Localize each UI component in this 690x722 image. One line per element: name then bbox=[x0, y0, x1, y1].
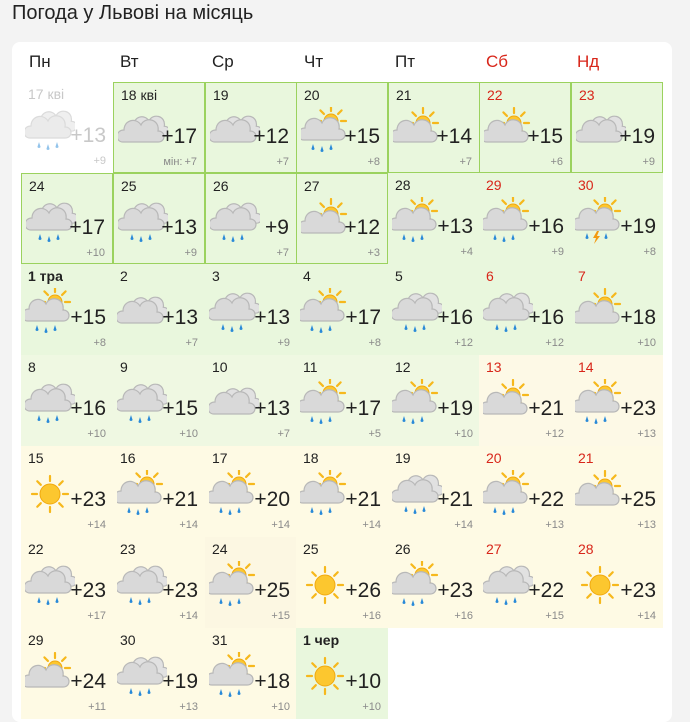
day-cell[interactable] bbox=[113, 446, 205, 537]
min-value: +9 bbox=[184, 247, 197, 259]
sun-cloud-icon bbox=[575, 470, 625, 520]
day-date: 8 bbox=[28, 359, 36, 375]
day-date: 20 bbox=[304, 87, 320, 103]
day-cell[interactable] bbox=[296, 446, 388, 537]
day-date: 6 bbox=[486, 268, 494, 284]
day-temp-max: +21 bbox=[528, 397, 564, 420]
min-value: +14 bbox=[179, 610, 198, 622]
day-temp-max: +22 bbox=[528, 488, 564, 511]
day-date: 7 bbox=[578, 268, 586, 284]
sun-cloud-rain-icon bbox=[300, 470, 350, 520]
day-cell[interactable] bbox=[205, 82, 297, 173]
day-temp-min bbox=[368, 428, 381, 441]
day-cell[interactable] bbox=[21, 446, 113, 537]
day-temp-max: +23 bbox=[70, 488, 106, 511]
day-cell[interactable] bbox=[205, 264, 297, 355]
min-value: +13 bbox=[637, 519, 656, 531]
day-date: 30 bbox=[120, 632, 136, 648]
min-value: +7 bbox=[276, 156, 289, 168]
weekday-0: Пн bbox=[29, 52, 51, 71]
day-date: 25 bbox=[121, 178, 137, 194]
day-temp-min bbox=[362, 701, 381, 714]
day-temp-min bbox=[454, 337, 473, 350]
day-temp-max: +10 bbox=[345, 670, 381, 693]
min-value: +16 bbox=[454, 610, 473, 622]
min-value: +4 bbox=[460, 246, 473, 258]
day-temp-max: +20 bbox=[254, 488, 290, 511]
day-cell[interactable] bbox=[296, 82, 388, 173]
day-temp-max: +22 bbox=[528, 579, 564, 602]
day-temp-max: +26 bbox=[345, 579, 381, 602]
min-value: +14 bbox=[362, 519, 381, 531]
day-date: 29 bbox=[28, 632, 44, 648]
day-temp-max: +16 bbox=[528, 306, 564, 329]
day-cell[interactable] bbox=[21, 355, 113, 446]
day-date: 31 bbox=[212, 632, 228, 648]
day-temp-max: +24 bbox=[70, 670, 106, 693]
min-value: +5 bbox=[368, 428, 381, 440]
day-temp-min bbox=[362, 610, 381, 623]
day-temp-max: +13 bbox=[254, 306, 290, 329]
day-date: 27 bbox=[486, 541, 502, 557]
day-temp-max: +17 bbox=[69, 216, 105, 239]
day-temp-min bbox=[454, 428, 473, 441]
min-value: +14 bbox=[87, 519, 106, 531]
min-value: +12 bbox=[545, 428, 564, 440]
day-date: 1 чер bbox=[303, 632, 340, 648]
day-temp-min bbox=[454, 610, 473, 623]
rain-cloud-icon bbox=[117, 561, 167, 611]
day-date: 28 bbox=[395, 177, 411, 193]
min-value: +15 bbox=[545, 610, 564, 622]
cloud-icon bbox=[117, 288, 167, 338]
day-cell[interactable] bbox=[571, 82, 663, 173]
day-cell[interactable] bbox=[571, 264, 663, 355]
day-temp-max: +9 bbox=[265, 216, 289, 239]
day-temp-min bbox=[637, 610, 656, 623]
day-temp-min bbox=[271, 610, 290, 623]
sun-cloud-icon bbox=[25, 652, 75, 702]
page-title: Погода у Львові на місяць bbox=[12, 2, 254, 24]
day-date: 23 bbox=[120, 541, 136, 557]
sun-icon bbox=[300, 561, 350, 611]
min-value: +16 bbox=[362, 610, 381, 622]
min-value: +14 bbox=[454, 519, 473, 531]
day-temp-max: +15 bbox=[344, 125, 380, 148]
day-temp-min bbox=[87, 610, 106, 623]
rain-cloud-icon bbox=[25, 379, 75, 429]
day-cell[interactable] bbox=[479, 537, 571, 628]
min-value: +10 bbox=[362, 701, 381, 713]
day-date: 20 bbox=[486, 450, 502, 466]
day-temp-min bbox=[86, 247, 105, 260]
min-value: +13 bbox=[545, 519, 564, 531]
sun-cloud-rain-icon bbox=[392, 561, 442, 611]
min-value: +14 bbox=[637, 610, 656, 622]
day-temp-min bbox=[185, 337, 198, 350]
day-date: 12 bbox=[395, 359, 411, 375]
rain-cloud-icon bbox=[210, 198, 260, 248]
rain-cloud-icon bbox=[117, 379, 167, 429]
day-temp-min bbox=[277, 428, 290, 441]
day-temp-min bbox=[637, 337, 656, 350]
min-value: +10 bbox=[86, 247, 105, 259]
rain-cloud-icon bbox=[117, 652, 167, 702]
day-temp-max: +19 bbox=[162, 670, 198, 693]
day-temp-max: +21 bbox=[345, 488, 381, 511]
rain-cloud-icon bbox=[483, 561, 533, 611]
day-cell[interactable] bbox=[296, 537, 388, 628]
day-cell[interactable] bbox=[113, 628, 205, 719]
sun-icon bbox=[25, 470, 75, 520]
weekday-6: Нд bbox=[577, 52, 600, 71]
day-cell[interactable] bbox=[205, 355, 297, 446]
min-value: +3 bbox=[367, 247, 380, 259]
sun-storm-icon bbox=[575, 197, 625, 247]
min-value: +10 bbox=[271, 701, 290, 713]
day-cell[interactable] bbox=[113, 82, 205, 173]
min-value: +6 bbox=[550, 156, 563, 168]
day-temp-min bbox=[184, 247, 197, 260]
day-temp-max: +12 bbox=[344, 216, 380, 239]
min-value: +17 bbox=[87, 610, 106, 622]
day-cell[interactable] bbox=[21, 264, 113, 355]
day-cell[interactable] bbox=[479, 446, 571, 537]
day-temp-min bbox=[277, 337, 290, 350]
day-cell[interactable] bbox=[479, 355, 571, 446]
day-cell[interactable] bbox=[113, 264, 205, 355]
day-cell[interactable] bbox=[388, 355, 480, 446]
day-temp-min bbox=[276, 156, 289, 169]
min-value: +7 bbox=[276, 247, 289, 259]
sun-cloud-rain-icon bbox=[300, 379, 350, 429]
min-value: +7 bbox=[184, 156, 197, 168]
day-date: 1 тра bbox=[28, 268, 63, 284]
day-temp-min bbox=[643, 246, 656, 259]
day-temp-max: +14 bbox=[436, 125, 472, 148]
day-date: 11 bbox=[303, 359, 318, 375]
sun-cloud-rain-icon bbox=[392, 379, 442, 429]
day-date: 14 bbox=[578, 359, 594, 375]
day-temp-max: +18 bbox=[254, 670, 290, 693]
min-value: +9 bbox=[551, 246, 564, 258]
sun-cloud-rain-icon bbox=[209, 652, 259, 702]
day-temp-min bbox=[545, 519, 564, 532]
min-value: +12 bbox=[545, 337, 564, 349]
sun-cloud-rain-icon bbox=[300, 288, 350, 338]
day-date: 15 bbox=[28, 450, 44, 466]
min-value: +7 bbox=[459, 156, 472, 168]
day-temp-max: +13 bbox=[162, 306, 198, 329]
day-cell[interactable] bbox=[388, 173, 480, 264]
sun-cloud-rain-icon bbox=[209, 561, 259, 611]
cloud-icon bbox=[209, 379, 259, 429]
day-temp-max: +12 bbox=[253, 125, 289, 148]
day-date: 26 bbox=[213, 178, 229, 194]
sun-cloud-icon bbox=[575, 288, 625, 338]
day-cell[interactable] bbox=[21, 628, 113, 719]
sun-cloud-rain-icon bbox=[483, 470, 533, 520]
day-date: 24 bbox=[29, 178, 45, 194]
day-date: 21 bbox=[578, 450, 594, 466]
min-value: +10 bbox=[454, 428, 473, 440]
min-value: +10 bbox=[179, 428, 198, 440]
day-temp-max: +23 bbox=[620, 579, 656, 602]
sun-cloud-rain-icon bbox=[209, 470, 259, 520]
day-temp-min bbox=[642, 156, 655, 169]
day-temp-min bbox=[545, 337, 564, 350]
min-value: +14 bbox=[179, 519, 198, 531]
day-date: 9 bbox=[120, 359, 128, 375]
day-temp-max: +25 bbox=[620, 488, 656, 511]
day-date: 26 bbox=[395, 541, 411, 557]
day-temp-min bbox=[362, 519, 381, 532]
weekday-2: Ср bbox=[212, 52, 234, 71]
min-label: мін: bbox=[163, 156, 183, 168]
day-temp-min bbox=[93, 155, 106, 168]
day-cell[interactable] bbox=[205, 173, 297, 264]
min-value: +14 bbox=[271, 519, 290, 531]
day-temp-max: +19 bbox=[619, 125, 655, 148]
day-temp-max: +15 bbox=[162, 397, 198, 420]
sun-cloud-icon bbox=[483, 379, 533, 429]
min-value: +8 bbox=[368, 337, 381, 349]
day-cell[interactable] bbox=[388, 264, 480, 355]
day-temp-min bbox=[460, 246, 473, 259]
sun-cloud-rain-icon bbox=[25, 288, 75, 338]
weekday-3: Чт bbox=[304, 52, 324, 71]
day-date: 19 bbox=[395, 450, 411, 466]
day-cell[interactable] bbox=[479, 264, 571, 355]
day-temp-min bbox=[271, 701, 290, 714]
min-value: +9 bbox=[93, 155, 106, 167]
day-cell[interactable] bbox=[479, 173, 571, 264]
day-cell[interactable] bbox=[205, 628, 297, 719]
day-temp-max: +23 bbox=[620, 397, 656, 420]
day-date: 24 bbox=[212, 541, 228, 557]
day-date: 16 bbox=[120, 450, 136, 466]
day-temp-min bbox=[550, 156, 563, 169]
day-temp-max: +13 bbox=[70, 124, 106, 147]
day-temp-min bbox=[163, 156, 197, 169]
day-temp-max: +21 bbox=[437, 488, 473, 511]
sun-icon bbox=[300, 652, 350, 702]
day-date: 29 bbox=[486, 177, 502, 193]
sun-cloud-rain-icon bbox=[483, 197, 533, 247]
day-temp-max: +18 bbox=[620, 306, 656, 329]
rain-cloud-icon bbox=[25, 561, 75, 611]
day-date: 22 bbox=[28, 541, 44, 557]
day-temp-min bbox=[545, 428, 564, 441]
day-temp-max: +15 bbox=[527, 125, 563, 148]
day-temp-min bbox=[454, 519, 473, 532]
rain-cloud-icon bbox=[209, 288, 259, 338]
min-value: +13 bbox=[637, 428, 656, 440]
day-date: 2 bbox=[120, 268, 128, 284]
day-date: 18 кві bbox=[121, 87, 158, 103]
day-cell[interactable] bbox=[571, 446, 663, 537]
day-temp-max: +13 bbox=[437, 215, 473, 238]
weekday-1: Вт bbox=[120, 52, 139, 71]
day-cell[interactable] bbox=[571, 537, 663, 628]
day-date: 28 bbox=[578, 541, 594, 557]
day-cell[interactable] bbox=[21, 173, 113, 264]
day-date: 30 bbox=[578, 177, 594, 193]
min-value: +13 bbox=[179, 701, 198, 713]
min-value: +12 bbox=[454, 337, 473, 349]
day-cell[interactable] bbox=[296, 628, 388, 719]
day-cell[interactable] bbox=[388, 82, 480, 173]
day-date: 21 bbox=[396, 87, 412, 103]
min-value: +8 bbox=[367, 156, 380, 168]
day-cell[interactable] bbox=[113, 537, 205, 628]
day-cell[interactable] bbox=[113, 355, 205, 446]
day-cell[interactable] bbox=[296, 355, 388, 446]
day-temp-max: +23 bbox=[437, 579, 473, 602]
day-date: 13 bbox=[486, 359, 502, 375]
day-date: 17 кві bbox=[28, 86, 65, 102]
day-temp-min bbox=[179, 610, 198, 623]
rain-cloud-icon bbox=[392, 288, 442, 338]
day-temp-min bbox=[637, 519, 656, 532]
day-temp-max: +17 bbox=[345, 306, 381, 329]
weekday-5: Сб bbox=[486, 52, 509, 71]
min-value: +8 bbox=[643, 246, 656, 258]
day-temp-min bbox=[271, 519, 290, 532]
day-temp-max: +19 bbox=[437, 397, 473, 420]
day-temp-min bbox=[93, 337, 106, 350]
min-value: +9 bbox=[642, 156, 655, 168]
day-temp-min bbox=[368, 337, 381, 350]
day-temp-min bbox=[459, 156, 472, 169]
min-value: +15 bbox=[271, 610, 290, 622]
day-temp-min bbox=[88, 701, 106, 714]
day-temp-min bbox=[551, 246, 564, 259]
day-temp-max: +17 bbox=[161, 125, 197, 148]
day-temp-min bbox=[276, 247, 289, 260]
day-date: 18 bbox=[303, 450, 319, 466]
rain-cloud-icon bbox=[483, 288, 533, 338]
min-value: +7 bbox=[185, 337, 198, 349]
day-date: 10 bbox=[212, 359, 228, 375]
day-date: 17 bbox=[212, 450, 228, 466]
day-temp-min bbox=[545, 610, 564, 623]
sun-icon bbox=[575, 561, 625, 611]
rain-cloud-icon bbox=[25, 106, 75, 156]
min-value: +10 bbox=[87, 428, 106, 440]
day-temp-max: +16 bbox=[437, 306, 473, 329]
day-cell[interactable] bbox=[479, 82, 571, 173]
day-cell[interactable] bbox=[21, 82, 113, 173]
min-value: +10 bbox=[637, 337, 656, 349]
day-temp-max: +16 bbox=[70, 397, 106, 420]
day-cell[interactable] bbox=[571, 173, 663, 264]
day-date: 27 bbox=[304, 178, 320, 194]
min-value: +11 bbox=[88, 701, 106, 713]
day-cell[interactable] bbox=[205, 446, 297, 537]
day-temp-min bbox=[179, 519, 198, 532]
day-cell[interactable] bbox=[205, 537, 297, 628]
day-temp-max: +17 bbox=[345, 397, 381, 420]
day-date: 23 bbox=[579, 87, 595, 103]
day-temp-max: +13 bbox=[254, 397, 290, 420]
day-temp-max: +25 bbox=[254, 579, 290, 602]
day-temp-max: +23 bbox=[70, 579, 106, 602]
day-temp-min bbox=[87, 519, 106, 532]
day-temp-max: +16 bbox=[528, 215, 564, 238]
day-date: 22 bbox=[487, 87, 503, 103]
day-temp-max: +13 bbox=[161, 216, 197, 239]
min-value: +7 bbox=[277, 428, 290, 440]
rain-cloud-icon bbox=[392, 470, 442, 520]
day-date: 19 bbox=[213, 87, 229, 103]
day-cell[interactable] bbox=[388, 446, 480, 537]
day-temp-min bbox=[637, 428, 656, 441]
min-value: +9 bbox=[277, 337, 290, 349]
day-temp-max: +19 bbox=[620, 215, 656, 238]
day-cell[interactable] bbox=[113, 173, 205, 264]
day-date: 25 bbox=[303, 541, 319, 557]
day-cell[interactable] bbox=[296, 173, 388, 264]
day-temp-min bbox=[367, 156, 380, 169]
day-cell[interactable] bbox=[388, 537, 480, 628]
day-temp-max: +23 bbox=[162, 579, 198, 602]
day-temp-min bbox=[179, 428, 198, 441]
weekday-4: Пт bbox=[395, 52, 416, 71]
day-cell[interactable] bbox=[571, 355, 663, 446]
day-temp-min bbox=[87, 428, 106, 441]
day-temp-max: +21 bbox=[162, 488, 198, 511]
day-date: 4 bbox=[303, 268, 311, 284]
sun-cloud-rain-icon bbox=[117, 470, 167, 520]
day-cell[interactable] bbox=[21, 537, 113, 628]
sun-cloud-rain-icon bbox=[392, 197, 442, 247]
sun-cloud-rain-icon bbox=[575, 379, 625, 429]
min-value: +8 bbox=[93, 337, 106, 349]
day-date: 3 bbox=[212, 268, 220, 284]
day-temp-min bbox=[179, 701, 198, 714]
day-temp-min bbox=[367, 247, 380, 260]
day-cell[interactable] bbox=[296, 264, 388, 355]
day-temp-max: +15 bbox=[70, 306, 106, 329]
day-date: 5 bbox=[395, 268, 403, 284]
